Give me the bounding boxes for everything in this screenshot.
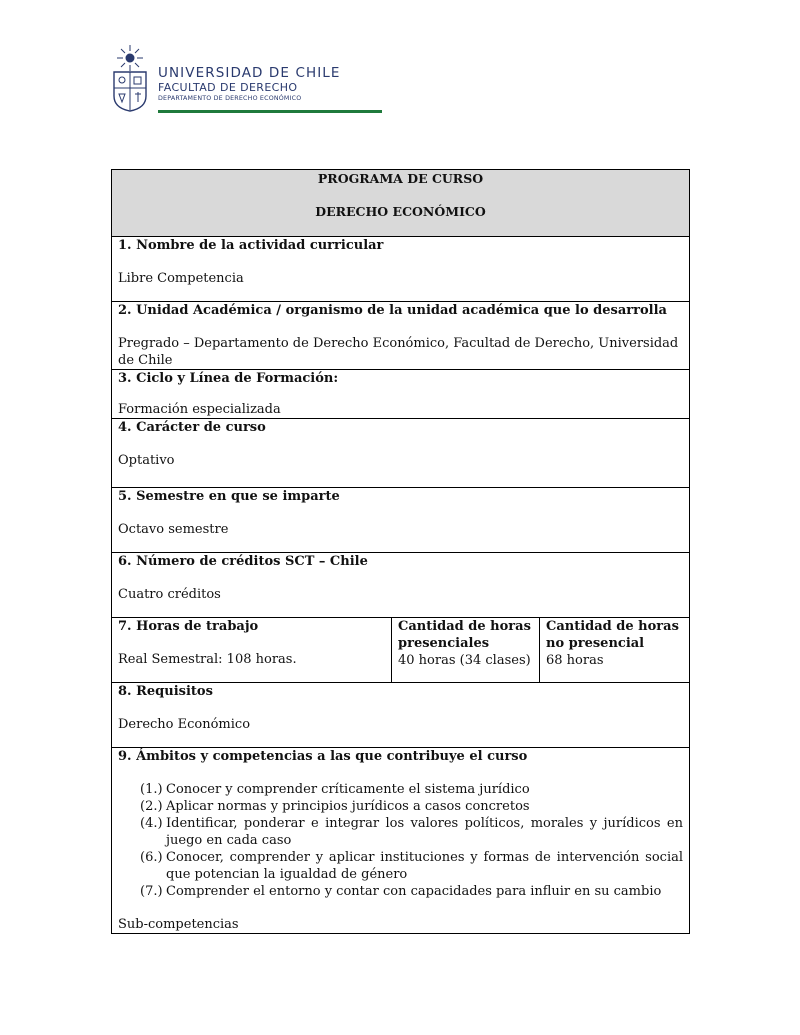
competency-text: Comprender el entorno y contar con capacidades para influir en su cambio <box>166 884 662 899</box>
presential-hours-cell <box>392 618 540 683</box>
competency-number: (7.) <box>140 884 163 899</box>
section-6-value: Cuatro créditos <box>118 587 221 602</box>
section-4-label: 4. Carácter de curso <box>118 420 266 435</box>
section-8-cell <box>112 683 690 748</box>
section-1-value: Libre Competencia <box>118 271 244 286</box>
presential-hours-label: Cantidad de horas presenciales <box>398 619 531 651</box>
section-4-cell <box>112 419 690 488</box>
non-presential-hours-label: Cantidad de horas no presencial <box>546 619 679 651</box>
non-presential-hours-cell <box>540 618 690 683</box>
section-2-cell <box>112 302 690 370</box>
competency-number: (4.) <box>140 816 163 831</box>
competency-item <box>140 781 683 798</box>
section-3-label: 3. Ciclo y Línea de Formación: <box>118 371 339 386</box>
section-2-label: 2. Unidad Académica / organismo de la unidad académica que lo desarrolla <box>118 303 667 318</box>
presential-hours-value: 40 horas (34 clases) <box>398 653 531 668</box>
section-1-cell <box>112 237 690 302</box>
competency-item <box>140 798 683 815</box>
competency-text: Identificar, ponderar e integrar los valores políticos, morales y jurídicos en juego en cada caso <box>166 816 684 848</box>
logo-department-name: DEPARTAMENTO DE DERECHO ECONÓMICO <box>158 95 302 102</box>
section-row <box>112 553 690 618</box>
section-6-cell <box>112 553 690 618</box>
section-9-label: 9. Ámbitos y competencias a las que contribuye el curso <box>118 749 528 764</box>
header-row <box>112 170 690 237</box>
logo-underline <box>158 110 382 113</box>
logo-university-name: UNIVERSIDAD DE CHILE <box>158 65 341 81</box>
program-subtitle: DERECHO ECONÓMICO <box>315 204 486 219</box>
section-row <box>112 748 690 934</box>
logo-faculty-name: FACULTAD DE DERECHO <box>158 81 298 94</box>
section-6-label: 6. Número de créditos SCT – Chile <box>118 554 368 569</box>
section-row <box>112 488 690 553</box>
section-7-cell <box>112 618 392 683</box>
competency-item <box>140 883 683 900</box>
course-program-table <box>111 169 690 934</box>
university-logo <box>110 44 341 116</box>
competency-number: (6.) <box>140 850 163 865</box>
section-row <box>112 302 690 370</box>
program-title: PROGRAMA DE CURSO <box>317 171 484 186</box>
sub-competencies-heading: Sub-competencias <box>118 917 239 932</box>
non-presential-hours-value: 68 horas <box>546 653 604 668</box>
section-3-value: Formación especializada <box>118 402 281 417</box>
competency-item <box>140 849 683 883</box>
section-row <box>112 419 690 488</box>
competency-list <box>118 781 683 900</box>
section-2-value: Pregrado – Departamento de Derecho Económico, Facultad de Derecho, Universidad de Chile <box>118 336 679 368</box>
section-3-cell <box>112 370 690 419</box>
section-5-label: 5. Semestre en que se imparte <box>118 489 340 504</box>
competency-text: Conocer y comprender críticamente el sistema jurídico <box>166 782 530 797</box>
table-header <box>112 170 690 237</box>
section-8-label: 8. Requisitos <box>118 684 213 699</box>
section-8-value: Derecho Económico <box>118 717 251 732</box>
section-row <box>112 683 690 748</box>
competency-text: Aplicar normas y principios jurídicos a casos concretos <box>166 799 530 814</box>
section-4-value: Optativo <box>118 453 175 468</box>
section-9-cell <box>112 748 690 934</box>
section-row <box>112 237 690 302</box>
section-7-label: 7. Horas de trabajo <box>118 619 259 634</box>
section-7-value: Real Semestral: 108 horas. <box>118 652 297 667</box>
competency-number: (1.) <box>140 782 163 797</box>
section-5-cell <box>112 488 690 553</box>
competency-item <box>140 815 683 849</box>
competency-number: (2.) <box>140 799 163 814</box>
competency-text: Conocer, comprender y aplicar instituciones y formas de intervención social que potencian la igualdad de género <box>166 850 684 882</box>
university-seal-icon <box>110 44 150 112</box>
logo-text <box>158 66 341 103</box>
section-row <box>112 370 690 419</box>
section-5-value: Octavo semestre <box>118 522 229 537</box>
section-row <box>112 618 690 683</box>
section-1-label: 1. Nombre de la actividad curricular <box>118 238 384 253</box>
